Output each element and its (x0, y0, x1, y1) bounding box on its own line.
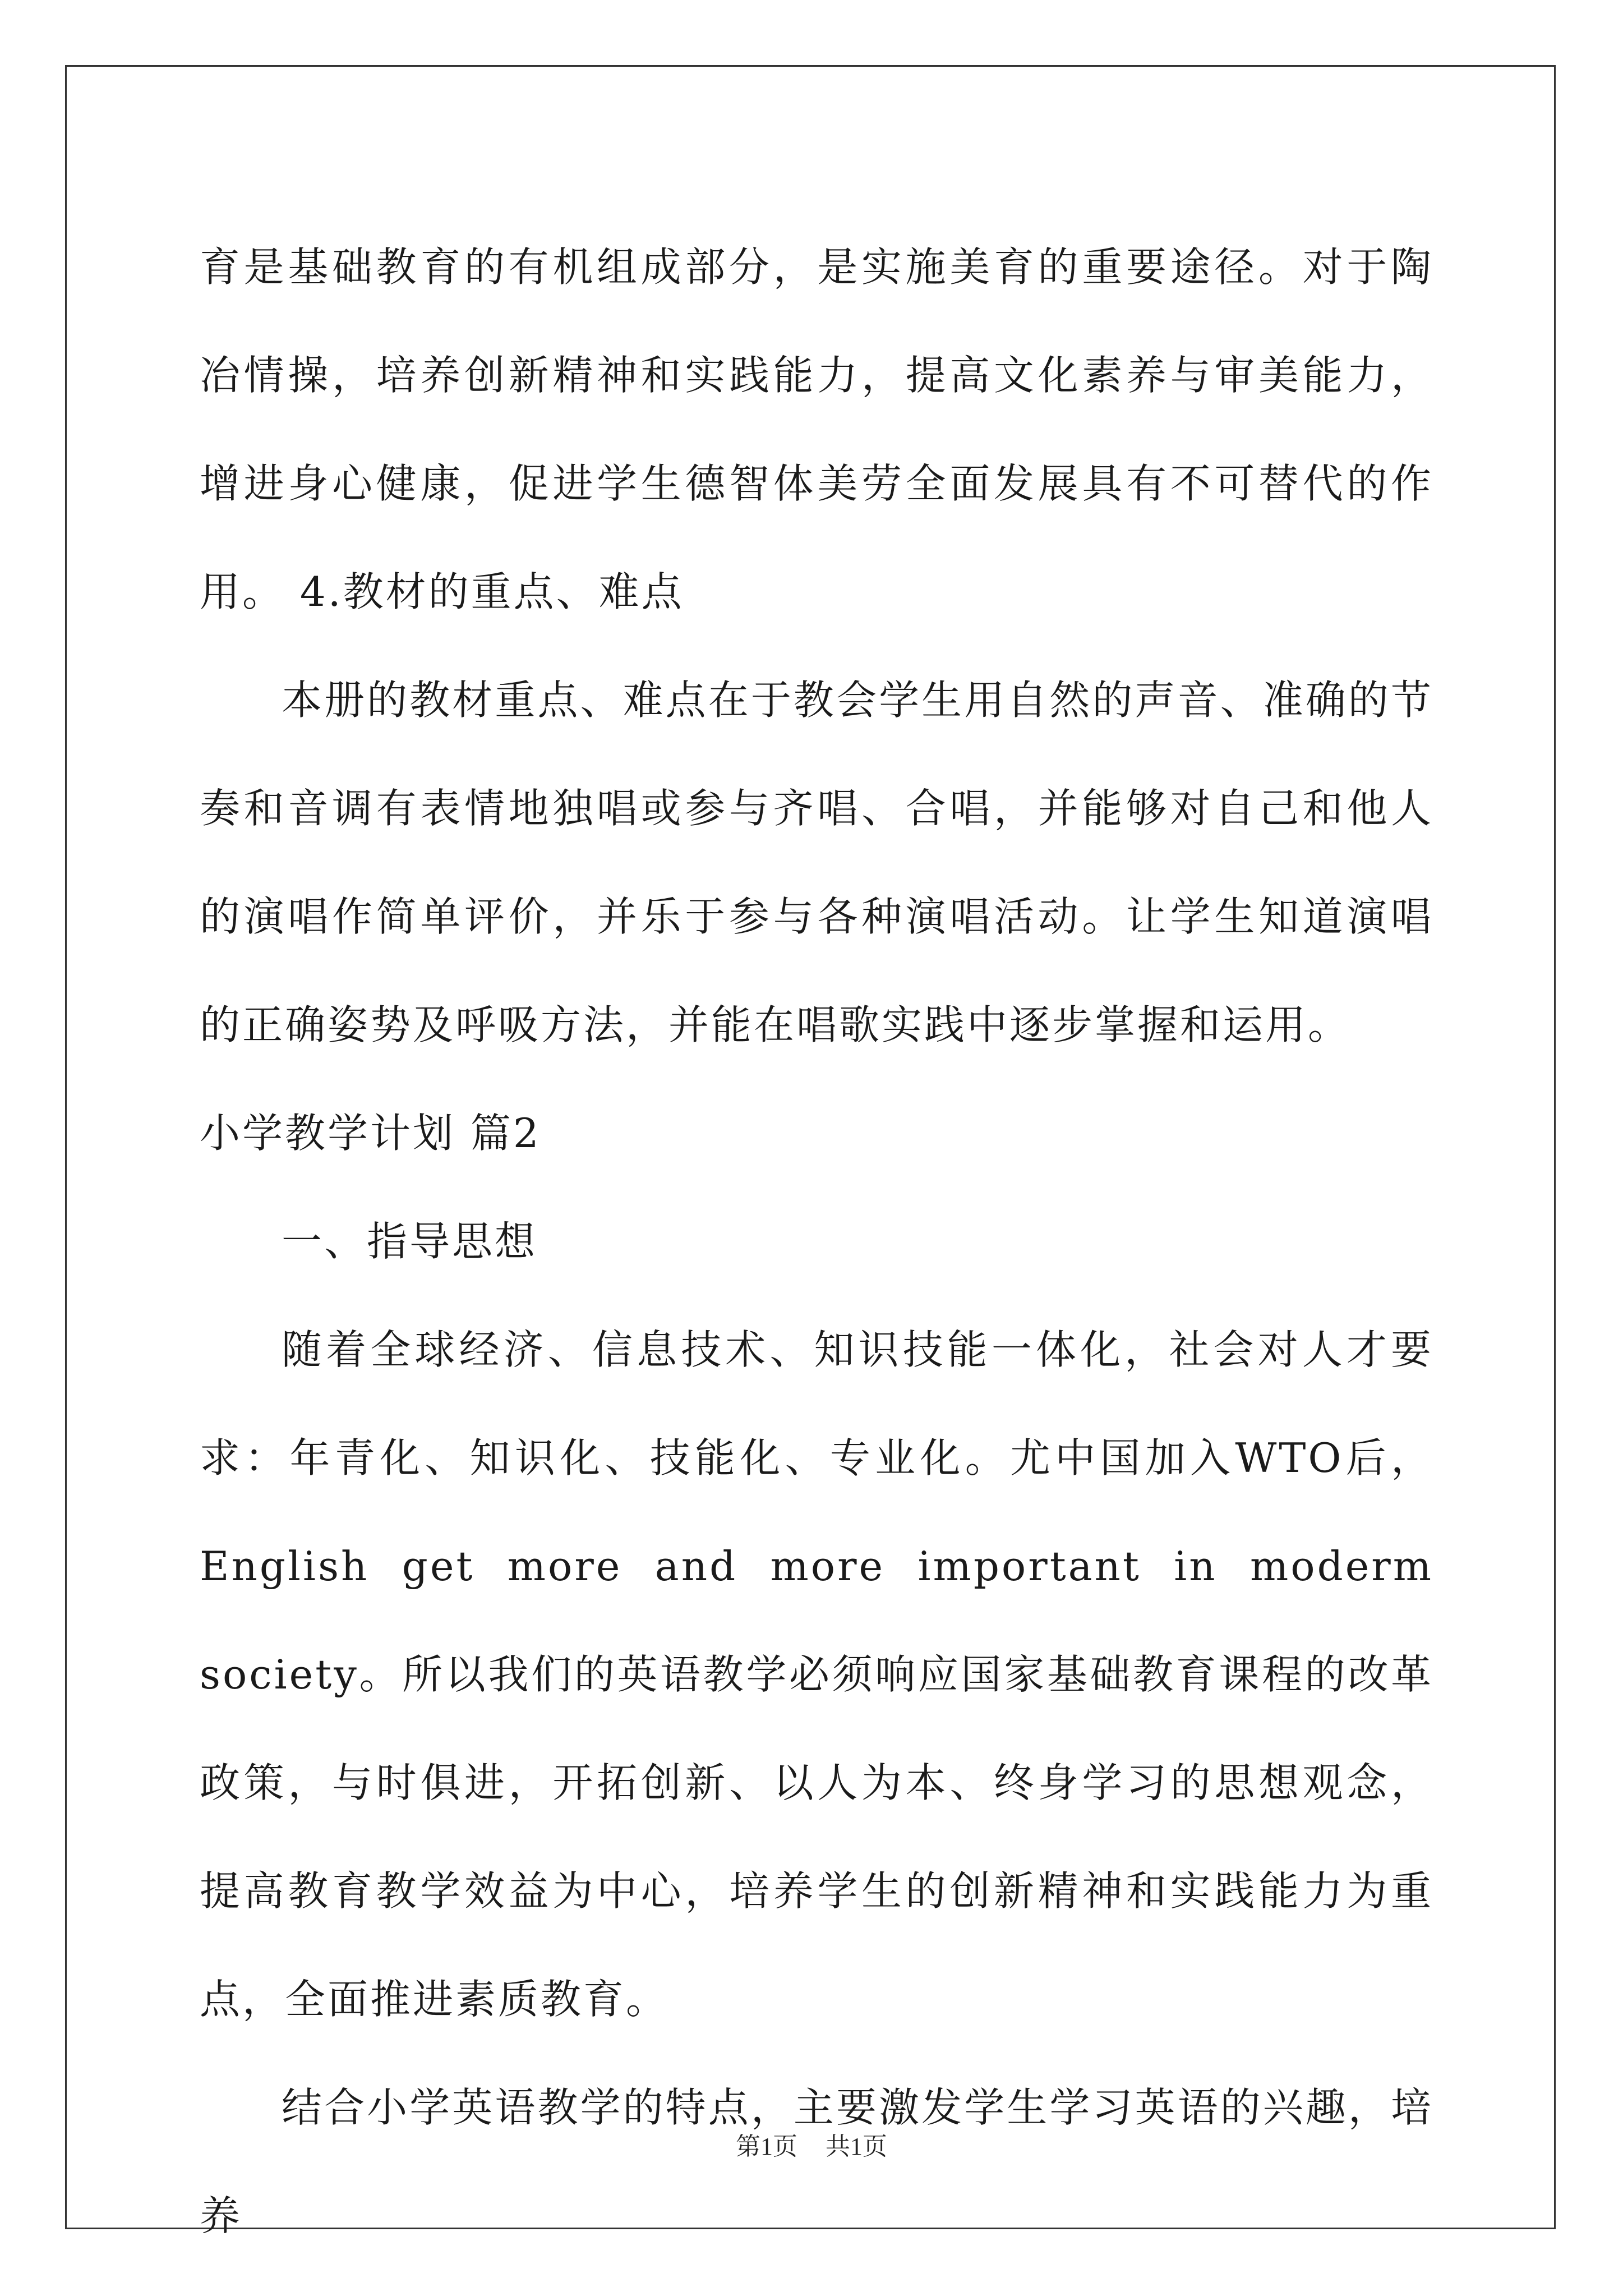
paragraph-1: 育是基础教育的有机组成部分，是实施美育的重要途径。对于陶冶情操，培养创新精神和实践能力，提高文化素养与审美能力，增进身心健康，促进学生德智体美劳全面发展具有不可替代的作用。 4.教材的重点、难点 (200, 243, 1433, 615)
page-number: 第1页 (736, 2133, 797, 2160)
subsection-heading: 一、指导思想 (282, 1218, 538, 1265)
section-heading: 小学教学计划 篇2 (200, 1110, 541, 1157)
page-footer (0, 2126, 1623, 2162)
page-total: 共1页 (826, 2133, 887, 2160)
paragraph-2: 本册的教材重点、难点在于教会学生用自然的声音、准确的节奏和音调有表情地独唱或参与齐唱、合唱，并能够对自己和他人的演唱作简单评价，并乐于参与各种演唱活动。让学生知道演唱的正确姿势及呼吸方法，并能在唱歌实践中逐步掌握和运用。 (200, 677, 1433, 1048)
paragraph-4: 结合小学英语教学的特点，主要激发学生学习英语的兴趣，培养 (200, 2084, 1433, 2239)
paragraph-3: 随着全球经济、信息技术、知识技能一体化，社会对人才要求：年青化、知识化、技能化、专业化。尤中国加入WTO后，English get more and more important in moderm society。所以我们的英语教学必须响应国家基础教育课程的改革政策，与时俱进，开拓创新、以人为本、终身学习的思想观念，提高教育教学效益为中心，培养学生的创新精神和实践能力为重点，全面推进素质教育。 (200, 1326, 1433, 2023)
document-body (200, 213, 1433, 2270)
